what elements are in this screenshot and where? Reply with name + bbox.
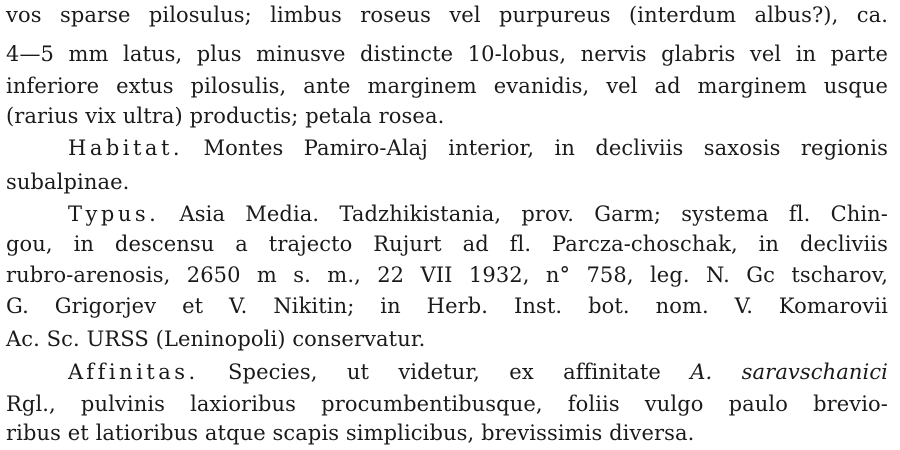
typus-paragraph <box>6 199 888 229</box>
text-line: inferiore extus pilosulis, ante marginem evanidis, vel ad marginem usque <box>6 74 888 98</box>
document-page <box>6 0 888 450</box>
text-line: G. Grigorjev et V. Nikitin; in Herb. Inst. bot. nom. V. Komarovii <box>6 294 888 318</box>
text-line: gou, in descensu a trajecto Rujurt ad fl. Parcza-choschak, in decliviis <box>6 232 888 256</box>
affinitas-paragraph <box>6 357 888 387</box>
affinitas-label: Affinitas. <box>68 360 199 384</box>
text-line: rubro-arenosis, 2650 m s. m., 22 VII 1932, n° 758, leg. N. Gc tscharov, <box>6 263 888 287</box>
text-line: Rgl., pulvinis laxioribus procumbentibusque, foliis vulgo paulo brevio- <box>6 392 888 416</box>
typus-label: Typus. <box>68 202 160 226</box>
text-line: 4—5 mm latus, plus minusve distincte 10-lobus, nervis glabris vel in parte <box>6 42 888 66</box>
species-name: A. saravschanici <box>690 360 889 384</box>
affinitas-text: Species, ut videtur, ex affinitate <box>198 360 691 384</box>
text-line: ribus et latioribus atque scapis simplicibus, brevissimis diversa. <box>6 421 695 445</box>
habitat-text: Montes Pamiro-Alaj interior, in decliviis saxosis regionis <box>183 136 888 160</box>
text-line: subalpinae. <box>6 170 130 194</box>
habitat-label: Habitat. <box>68 136 184 160</box>
habitat-paragraph <box>6 133 888 163</box>
text-line: (rarius vix ultra) productis; petala rosea. <box>6 104 445 128</box>
typus-text: Asia Media. Tadzhikistania, prov. Garm; systema fl. Chin- <box>159 202 888 226</box>
text-line: Ac. Sc. URSS (Leninopoli) conservatur. <box>6 327 426 351</box>
text-line: vos sparse pilosulus; limbus roseus vel purpureus (interdum albus?), ca. <box>6 3 888 27</box>
